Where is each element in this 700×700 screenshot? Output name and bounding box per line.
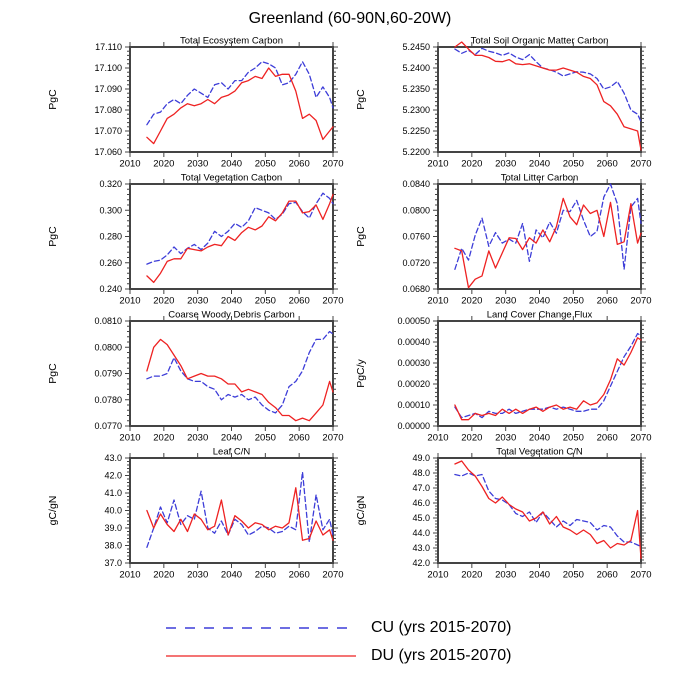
svg-text:2030: 2030	[495, 158, 517, 170]
svg-text:PgC: PgC	[355, 89, 367, 110]
chart-panel-land-cover-change-flux	[348, 309, 656, 446]
chart-canvas-leaf-cn	[40, 446, 348, 583]
chart-panel-coarse-woody-debris-carbon	[40, 309, 348, 446]
svg-text:0.0780: 0.0780	[94, 394, 122, 405]
svg-text:37.0: 37.0	[104, 558, 122, 568]
chart-panel-total-ecosystem-carbon	[40, 35, 348, 172]
svg-text:0.0790: 0.0790	[94, 368, 122, 379]
svg-text:2030: 2030	[495, 569, 517, 581]
svg-text:42.0: 42.0	[412, 558, 430, 568]
svg-text:0.0720: 0.0720	[402, 257, 430, 268]
svg-text:2050: 2050	[562, 295, 584, 307]
svg-text:2070: 2070	[630, 158, 652, 170]
chart-panel-total-vegetation-carbon	[40, 172, 348, 309]
legend-line-du-icon	[165, 653, 357, 659]
svg-text:17.110: 17.110	[95, 42, 122, 52]
svg-text:0.0810: 0.0810	[94, 316, 122, 326]
svg-text:17.080: 17.080	[94, 105, 122, 115]
svg-text:2020: 2020	[153, 295, 175, 307]
chart-panel-leaf-cn	[40, 446, 348, 583]
svg-text:2020: 2020	[153, 158, 175, 170]
svg-text:2050: 2050	[562, 569, 584, 581]
svg-text:2060: 2060	[596, 432, 618, 444]
svg-text:2010: 2010	[427, 295, 449, 307]
svg-text:46.0: 46.0	[412, 498, 430, 508]
svg-text:2040: 2040	[528, 158, 551, 170]
chart-panel-total-soil-organic-matter-carbon	[348, 35, 656, 172]
svg-text:2010: 2010	[119, 295, 141, 307]
svg-text:17.090: 17.090	[94, 84, 122, 94]
svg-text:2020: 2020	[153, 432, 175, 444]
svg-text:2030: 2030	[187, 158, 209, 170]
svg-text:0.240: 0.240	[99, 284, 122, 294]
svg-text:0.0840: 0.0840	[402, 179, 430, 189]
svg-text:2050: 2050	[562, 158, 584, 170]
svg-text:2070: 2070	[630, 569, 652, 581]
svg-text:2070: 2070	[322, 432, 344, 444]
svg-text:2010: 2010	[119, 569, 141, 581]
chart-canvas-total-soil-organic-matter-carbon	[348, 35, 656, 172]
svg-text:Total Litter Carbon: Total Litter Carbon	[500, 172, 579, 184]
svg-text:2070: 2070	[322, 569, 344, 581]
svg-text:0.0680: 0.0680	[402, 284, 430, 294]
svg-text:2060: 2060	[288, 432, 310, 444]
svg-text:0.0770: 0.0770	[94, 421, 122, 431]
svg-text:0.00040: 0.00040	[397, 337, 430, 347]
svg-text:5.2250: 5.2250	[402, 126, 430, 136]
svg-text:2030: 2030	[187, 432, 209, 444]
svg-text:2040: 2040	[220, 295, 243, 307]
chart-panel-total-litter-carbon	[348, 172, 656, 309]
svg-text:5.2300: 5.2300	[402, 105, 430, 115]
legend-label-cu: CU (yrs 2015-2070)	[371, 619, 512, 636]
legend-line-cu-icon	[165, 625, 357, 631]
svg-text:5.2350: 5.2350	[402, 84, 430, 94]
svg-text:Coarse Woody Debris Carbon: Coarse Woody Debris Carbon	[168, 309, 295, 321]
svg-text:2060: 2060	[288, 158, 310, 170]
svg-text:5.2200: 5.2200	[402, 147, 430, 157]
svg-text:gC/gN: gC/gN	[355, 495, 367, 526]
svg-text:0.0760: 0.0760	[402, 231, 430, 242]
svg-text:2070: 2070	[630, 432, 652, 444]
svg-text:41.0: 41.0	[104, 488, 122, 498]
svg-text:2050: 2050	[254, 295, 276, 307]
svg-text:17.070: 17.070	[94, 126, 122, 136]
svg-text:Total Soil Organic Matter Carb: Total Soil Organic Matter Carbon	[470, 35, 609, 47]
svg-text:2060: 2060	[596, 569, 618, 581]
chart-grid	[40, 35, 656, 583]
chart-canvas-total-ecosystem-carbon	[40, 35, 348, 172]
svg-text:40.0: 40.0	[104, 505, 122, 516]
svg-text:Total Vegetation Carbon: Total Vegetation Carbon	[180, 172, 283, 184]
svg-text:2040: 2040	[220, 158, 243, 170]
svg-text:0.00000: 0.00000	[397, 421, 430, 431]
svg-text:2050: 2050	[562, 432, 584, 444]
svg-text:Land Cover Change Flux: Land Cover Change Flux	[486, 309, 593, 321]
svg-text:0.0800: 0.0800	[402, 205, 430, 216]
legend-label-du: DU (yrs 2015-2070)	[371, 647, 512, 664]
svg-text:43.0: 43.0	[104, 453, 122, 463]
svg-text:Total Vegetation C/N: Total Vegetation C/N	[496, 446, 583, 458]
svg-text:2050: 2050	[254, 432, 276, 444]
svg-text:5.2450: 5.2450	[402, 42, 430, 52]
svg-text:2060: 2060	[288, 569, 310, 581]
svg-text:45.0: 45.0	[412, 513, 430, 523]
svg-text:2070: 2070	[322, 295, 344, 307]
svg-text:2040: 2040	[528, 569, 551, 581]
svg-text:PgC: PgC	[47, 89, 59, 110]
svg-text:47.0: 47.0	[412, 483, 430, 493]
svg-text:Leaf C/N: Leaf C/N	[212, 446, 251, 458]
legend	[0, 619, 700, 665]
svg-text:2030: 2030	[495, 295, 517, 307]
svg-text:2040: 2040	[528, 295, 551, 307]
svg-text:PgC: PgC	[47, 226, 59, 247]
svg-text:0.00020: 0.00020	[397, 379, 430, 389]
svg-text:2030: 2030	[187, 295, 209, 307]
svg-text:17.060: 17.060	[94, 147, 122, 157]
svg-text:2010: 2010	[427, 158, 449, 170]
svg-text:0.300: 0.300	[99, 205, 122, 216]
svg-text:2050: 2050	[254, 158, 276, 170]
svg-text:2010: 2010	[427, 432, 449, 444]
svg-text:2030: 2030	[495, 432, 517, 444]
svg-text:0.00010: 0.00010	[397, 400, 430, 410]
svg-text:17.100: 17.100	[94, 63, 122, 73]
svg-text:48.0: 48.0	[412, 468, 430, 478]
legend-item-cu	[165, 619, 535, 637]
svg-text:2040: 2040	[528, 432, 551, 444]
chart-canvas-coarse-woody-debris-carbon	[40, 309, 348, 446]
svg-text:2020: 2020	[461, 295, 483, 307]
chart-panel-total-vegetation-cn	[348, 446, 656, 583]
svg-text:2020: 2020	[461, 432, 483, 444]
svg-text:2060: 2060	[596, 158, 618, 170]
svg-text:PgC/y: PgC/y	[355, 359, 367, 388]
svg-text:2020: 2020	[153, 569, 175, 581]
svg-text:PgC: PgC	[47, 363, 59, 384]
svg-text:2020: 2020	[461, 158, 483, 170]
svg-text:2040: 2040	[220, 432, 243, 444]
svg-text:5.2400: 5.2400	[402, 63, 430, 73]
svg-text:Total Ecosystem Carbon: Total Ecosystem Carbon	[180, 35, 283, 47]
page-title: Greenland (60-90N,60-20W)	[248, 10, 452, 27]
svg-text:42.0: 42.0	[104, 470, 122, 481]
svg-text:2070: 2070	[322, 158, 344, 170]
svg-text:2030: 2030	[187, 569, 209, 581]
svg-text:44.0: 44.0	[412, 528, 430, 538]
svg-text:0.260: 0.260	[99, 257, 122, 268]
svg-text:2020: 2020	[461, 569, 483, 581]
svg-text:0.320: 0.320	[99, 179, 122, 189]
svg-text:gC/gN: gC/gN	[47, 495, 59, 526]
svg-text:2060: 2060	[288, 295, 310, 307]
chart-canvas-total-vegetation-cn	[348, 446, 656, 583]
chart-canvas-total-litter-carbon	[348, 172, 656, 309]
svg-text:49.0: 49.0	[412, 453, 430, 463]
svg-text:43.0: 43.0	[412, 543, 430, 553]
svg-text:PgC: PgC	[355, 226, 367, 247]
legend-item-du	[165, 647, 535, 665]
svg-text:2060: 2060	[596, 295, 618, 307]
svg-text:38.0: 38.0	[104, 540, 122, 551]
svg-text:0.280: 0.280	[99, 231, 122, 242]
svg-text:2070: 2070	[630, 295, 652, 307]
svg-text:2010: 2010	[119, 432, 141, 444]
svg-text:0.00030: 0.00030	[397, 358, 430, 368]
svg-text:2010: 2010	[119, 158, 141, 170]
chart-canvas-total-vegetation-carbon	[40, 172, 348, 309]
chart-canvas-land-cover-change-flux	[348, 309, 656, 446]
svg-text:0.0800: 0.0800	[94, 342, 122, 353]
svg-text:39.0: 39.0	[104, 523, 122, 533]
svg-text:0.00050: 0.00050	[397, 316, 430, 326]
svg-text:2050: 2050	[254, 569, 276, 581]
svg-text:2010: 2010	[427, 569, 449, 581]
svg-text:2040: 2040	[220, 569, 243, 581]
